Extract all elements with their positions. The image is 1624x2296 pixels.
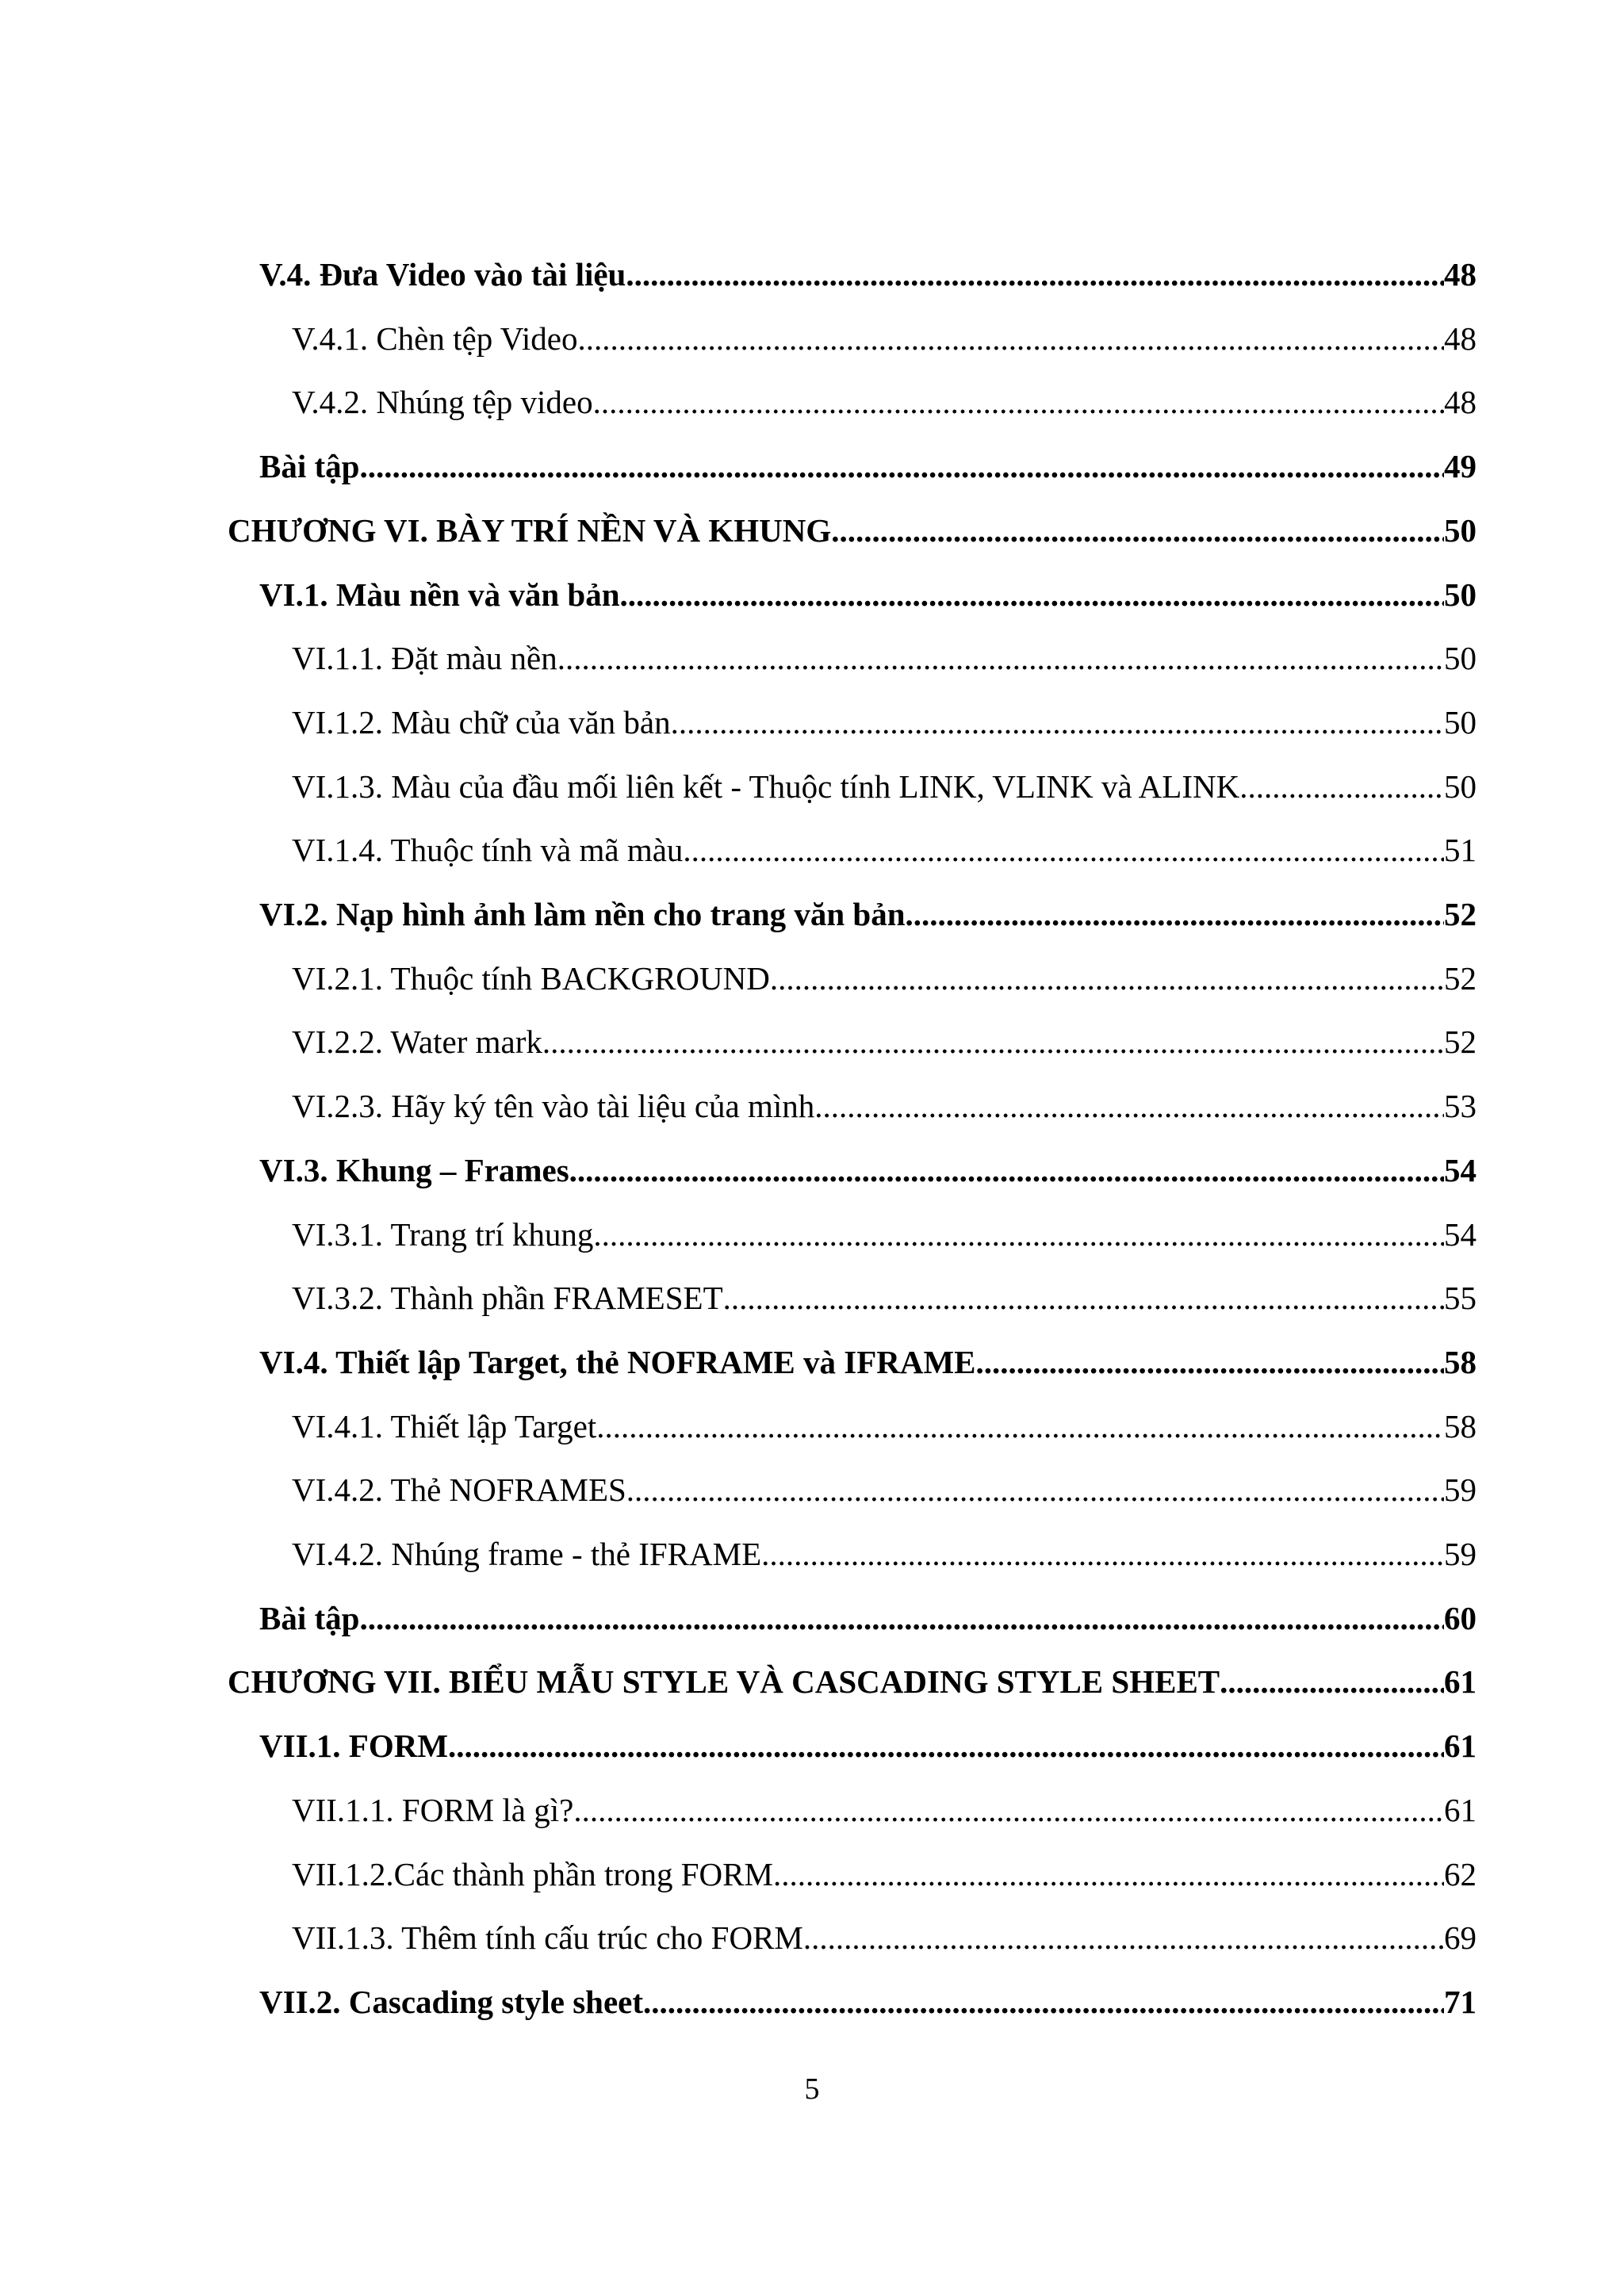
toc-entry-title: VI.3.1. Trang trí khung [292,1216,594,1253]
toc-dot-leader [906,882,1444,946]
toc-entry-page: 52 [1444,1024,1477,1060]
toc-entry-page: 54 [1444,1152,1477,1188]
toc-dot-leader [359,1586,1444,1650]
toc-dot-leader [831,499,1444,562]
toc-entry-page: 52 [1444,960,1477,997]
toc-entry-subsection[interactable] [292,947,1477,1010]
toc-entry-page: 53 [1444,1088,1477,1124]
toc-entry-title: VII.1.2.Các thành phần trong FORM [292,1856,773,1892]
toc-entry-title: VII.1. FORM [259,1728,449,1764]
toc-entry-section[interactable] [259,243,1477,306]
toc-dot-leader [626,1458,1444,1521]
toc-entry-subsection[interactable] [292,1074,1477,1138]
toc-entry-title: VI.4. Thiết lập Target, thẻ NOFRAME và IFRAME [259,1344,976,1380]
page-number: 5 [804,2072,820,2106]
toc-entry-section[interactable] [259,1330,1477,1394]
toc-dot-leader [593,1203,1444,1266]
toc-entry-title: VI.1.1. Đặt màu nền [292,640,557,676]
toc-dot-leader [620,563,1444,626]
toc-entry-subsection[interactable] [292,1010,1477,1073]
toc-entry-title: VI.2.3. Hãy ký tên vào tài liệu của mình [292,1088,815,1124]
toc-entry-subsection[interactable] [292,1906,1477,1969]
toc-entry-title: VI.1. Màu nền và văn bản [259,576,620,613]
toc-entry-subsection[interactable] [292,818,1477,882]
toc-entry-title: VI.1.4. Thuộc tính và mã màu [292,832,684,868]
toc-entry-title: VII.1.1. FORM là gì? [292,1792,574,1828]
toc-entry-subsection[interactable] [292,1522,1477,1586]
toc-entry-title: Bài tập [259,448,360,484]
toc-entry-page: 60 [1444,1600,1477,1636]
toc-entry-page: 48 [1444,256,1477,293]
toc-entry-subsection[interactable] [292,1266,1477,1330]
toc-entry-page: 52 [1444,896,1477,932]
toc-dot-leader [359,434,1444,498]
toc-entry-page: 62 [1444,1856,1477,1892]
toc-entry-section[interactable] [259,434,1477,498]
toc-entry-subsection[interactable] [292,1395,1477,1458]
toc-dot-leader [723,1266,1444,1330]
toc-entry-title: VI.4.2. Thẻ NOFRAMES [292,1471,626,1508]
toc-entry-subsection[interactable] [292,1778,1477,1842]
toc-entry-title: VI.4.1. Thiết lập Target [292,1408,597,1445]
toc-entry-page: 55 [1444,1280,1477,1316]
toc-entry-section[interactable] [259,1138,1477,1202]
toc-entry-page: 69 [1444,1919,1477,1956]
toc-dot-leader [683,818,1444,882]
toc-dot-leader [596,1395,1444,1458]
toc-dot-leader [557,626,1444,690]
toc-entry-title: V.4.1. Chèn tệp Video [292,320,578,357]
toc-entry-subsection[interactable] [292,1458,1477,1521]
toc-entry-page: 54 [1444,1216,1477,1253]
toc-entry-subsection[interactable] [292,307,1477,370]
toc-dot-leader [626,243,1444,306]
toc-entry-subsection[interactable] [292,1843,1477,1906]
toc-dot-leader [770,947,1444,1010]
toc-entry-subsection[interactable] [292,691,1477,754]
toc-dot-leader [803,1906,1444,1969]
toc-entry-title: VI.1.2. Màu chữ của văn bản [292,704,671,740]
toc-entry-page: 48 [1444,320,1477,357]
toc-entry-title: CHƯƠNG VI. BÀY TRÍ NỀN VÀ KHUNG [228,512,832,549]
toc-entry-subsection[interactable] [292,1203,1477,1266]
toc-dot-leader [976,1330,1444,1394]
toc-entry-page: 71 [1444,1984,1477,2020]
toc-dot-leader [643,1970,1444,2034]
toc-entry-section[interactable] [259,1586,1477,1650]
toc-entry-page: 50 [1444,768,1477,805]
toc-entry-page: 50 [1444,576,1477,613]
toc-entry-title: VI.4.2. Nhúng frame - thẻ IFRAME [292,1536,762,1572]
toc-dot-leader [773,1843,1444,1906]
toc-entry-title: VII.1.3. Thêm tính cấu trúc cho FORM [292,1919,803,1956]
toc-dot-leader [814,1074,1444,1138]
toc-entry-page: 59 [1444,1471,1477,1508]
toc-entry-subsection[interactable] [292,626,1477,690]
toc-entry-title: VI.1.3. Màu của đầu mối liên kết - Thuộc tính LINK, VLINK và ALINK [292,768,1240,805]
toc-dot-leader [542,1010,1444,1073]
toc-entry-title: VI.3. Khung – Frames [259,1152,569,1188]
toc-entry-page: 61 [1444,1663,1477,1700]
toc-dot-leader [593,370,1444,434]
toc-dot-leader [761,1522,1444,1586]
toc-entry-chapter[interactable] [228,1650,1477,1713]
toc-dot-leader [577,307,1444,370]
toc-entry-page: 59 [1444,1536,1477,1572]
toc-entry-chapter[interactable] [228,499,1477,562]
toc-entry-page: 48 [1444,384,1477,420]
toc-entry-page: 50 [1444,640,1477,676]
toc-entry-subsection[interactable] [292,370,1477,434]
toc-entry-subsection[interactable] [292,755,1477,818]
toc-entry-title: VI.2.2. Water mark [292,1024,542,1060]
toc-entry-title: V.4.2. Nhúng tệp video [292,384,593,420]
toc-entry-page: 51 [1444,832,1477,868]
toc-entry-section[interactable] [259,1970,1477,2034]
toc-entry-title: VI.2.1. Thuộc tính BACKGROUND [292,960,770,997]
toc-dot-leader [573,1778,1444,1842]
toc-entry-page: 58 [1444,1408,1477,1445]
toc-dot-leader [1239,755,1444,818]
toc-entry-page: 49 [1444,448,1477,484]
toc-entry-page: 50 [1444,512,1477,549]
toc-entry-page: 58 [1444,1344,1477,1380]
toc-entry-title: V.4. Đưa Video vào tài liệu [259,256,626,293]
toc-entry-page: 61 [1444,1792,1477,1828]
toc-dot-leader [671,691,1444,754]
toc-entry-title: Bài tập [259,1600,360,1636]
toc-entry-section[interactable] [259,563,1477,626]
toc-entry-title: CHƯƠNG VII. BIỂU MẪU STYLE VÀ CASCADING STYLE SHEET [228,1663,1220,1700]
toc-dot-leader [1220,1650,1444,1713]
toc-entry-title: VII.2. Cascading style sheet [259,1984,644,2020]
toc-dot-leader [569,1138,1444,1202]
toc-entry-page: 61 [1444,1728,1477,1764]
toc-entry-section[interactable] [259,882,1477,946]
toc-entry-page: 50 [1444,704,1477,740]
toc-dot-leader [448,1714,1444,1777]
toc-entry-section[interactable] [259,1714,1477,1777]
toc-entry-title: VI.2. Nạp hình ảnh làm nền cho trang văn bản [259,896,906,932]
toc-entry-title: VI.3.2. Thành phần FRAMESET [292,1280,723,1316]
